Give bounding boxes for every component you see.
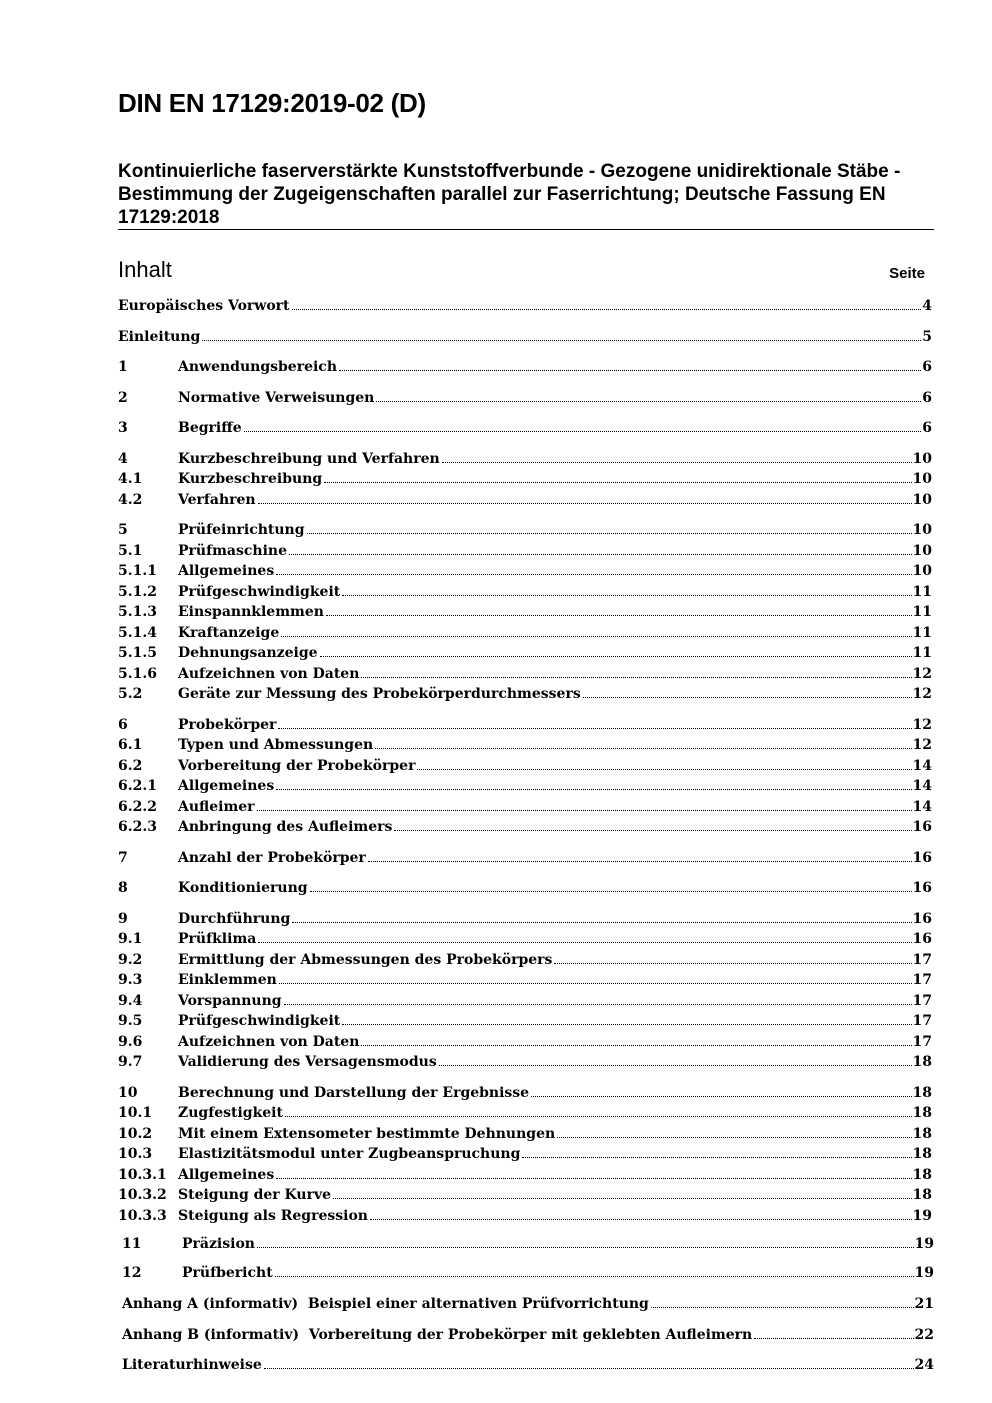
dot-leader	[554, 963, 911, 964]
toc-entry-label: Europäisches Vorwort	[118, 298, 290, 314]
toc-entry-page: 16	[912, 819, 932, 835]
toc-entry-label: Validierung des Versagensmodus	[178, 1054, 437, 1070]
toc-entry-number: 9.2	[118, 952, 143, 968]
toc-entry-page: 18	[912, 1146, 932, 1162]
dot-leader	[202, 340, 921, 341]
toc-entry-label: Elastizitätsmodul unter Zugbeanspruchung	[178, 1146, 521, 1162]
toc-entry[interactable]	[118, 1052, 932, 1072]
toc-entry-label: Prüfgeschwindigkeit	[178, 1013, 341, 1029]
toc-entry[interactable]	[118, 664, 932, 684]
toc-entry-label: Präzision	[182, 1236, 255, 1252]
toc-entry-label: Aufleimer	[178, 799, 255, 815]
toc-entry-page: 17	[912, 993, 932, 1009]
toc-entry-label: Einspannklemmen	[178, 604, 324, 620]
toc-entry[interactable]	[122, 1234, 934, 1254]
dot-leader	[361, 677, 911, 678]
dot-leader	[257, 1247, 914, 1248]
toc-entry[interactable]	[118, 1011, 932, 1031]
toc-entry[interactable]	[118, 357, 932, 377]
dot-leader	[522, 1157, 911, 1158]
title-divider	[118, 229, 934, 230]
toc-heading: Inhalt	[118, 257, 172, 282]
toc-entry-label: Prüfmaschine	[178, 543, 287, 559]
toc-entry-page: 18	[912, 1105, 932, 1121]
toc-entry[interactable]	[118, 929, 932, 949]
toc-entry[interactable]	[118, 643, 932, 663]
toc-entry-label: Anhang B (informativ) Vorbereitung der Probekörper mit geklebten Aufleimern	[122, 1327, 753, 1343]
dot-leader	[264, 1368, 914, 1369]
toc-entry[interactable]	[118, 1103, 932, 1123]
dot-leader	[361, 1045, 911, 1046]
toc-entry[interactable]	[122, 1355, 934, 1375]
toc-entry-page: 18	[912, 1126, 932, 1142]
dot-leader	[307, 533, 912, 534]
toc-entry-page: 12	[912, 666, 932, 682]
toc-entry-page: 18	[912, 1167, 932, 1183]
toc-entry-number: 9	[118, 911, 128, 927]
toc-entry[interactable]	[118, 715, 932, 735]
toc-entry-number: 10.2	[118, 1126, 153, 1142]
toc-entry-number: 9.3	[118, 972, 143, 988]
toc-entry-label: Verfahren	[178, 492, 256, 508]
toc-entry-label: Anbringung des Aufleimers	[178, 819, 393, 835]
toc-entry-label: Kurzbeschreibung und Verfahren	[178, 451, 440, 467]
toc-entry[interactable]	[118, 418, 932, 438]
dot-leader	[324, 482, 911, 483]
toc-entry-page: 16	[912, 931, 932, 947]
toc-entry-number: 9.6	[118, 1034, 143, 1050]
dot-leader	[651, 1307, 914, 1308]
toc-entry-label: Typen und Abmessungen	[178, 737, 374, 753]
toc-entry-label: Ermittlung der Abmessungen des Probekörpers	[178, 952, 553, 968]
toc-entry-page: 16	[912, 911, 932, 927]
toc-entry-number: 6.2.1	[118, 778, 157, 794]
toc-entry-label: Normative Verweisungen	[178, 390, 375, 406]
toc-entry-page: 14	[912, 778, 932, 794]
dot-leader	[531, 1096, 911, 1097]
toc-entry-page: 17	[912, 972, 932, 988]
toc-entry-page: 12	[912, 717, 932, 733]
toc-entry-number: 10.1	[118, 1105, 153, 1121]
dot-leader	[285, 1116, 912, 1117]
toc-entry-number: 10	[118, 1085, 138, 1101]
toc-entry-label: Konditionierung	[178, 880, 308, 896]
dot-leader	[275, 1276, 914, 1277]
toc-entry-number: 5.1.6	[118, 666, 157, 682]
toc-entry-label: Prüfklima	[178, 931, 257, 947]
toc-entry-page: 16	[912, 880, 932, 896]
toc-entry-number: 5.1.1	[118, 563, 157, 579]
toc-entry-page: 4	[922, 298, 932, 314]
toc-entry-label: Kurzbeschreibung	[178, 471, 323, 487]
toc-entry-page: 19	[914, 1265, 934, 1281]
document-title: Kontinuierliche faserverstärkte Kunststoffverbunde - Gezogene unidirektionale Stäbe - Bestimmung der Zugeigenschaften parallel zur Faserrichtung; Deutsche Fassung EN 17129:2018	[118, 161, 901, 228]
toc-entry-label: Zugfestigkeit	[178, 1105, 283, 1121]
toc-entry-label: Durchführung	[178, 911, 291, 927]
toc-entry-label: Vorspannung	[178, 993, 282, 1009]
toc-entry-number: 6.2	[118, 758, 143, 774]
dot-leader	[583, 697, 912, 698]
toc-entry[interactable]	[118, 909, 932, 929]
toc-entry-label: Allgemeines	[178, 778, 275, 794]
dot-leader	[258, 503, 912, 504]
toc-entry-number: 8	[118, 880, 128, 896]
toc-entry-page: 21	[914, 1296, 934, 1312]
toc-entry-number: 3	[118, 420, 128, 436]
dot-leader	[320, 656, 912, 657]
toc-entry-page: 18	[912, 1187, 932, 1203]
toc-entry-number: 5.1.4	[118, 625, 157, 641]
toc-entry-label: Steigung als Regression	[178, 1208, 368, 1224]
toc-entry[interactable]	[118, 449, 932, 469]
dot-leader	[257, 810, 912, 811]
toc-entry[interactable]	[118, 735, 932, 755]
toc-entry[interactable]	[118, 878, 932, 898]
dot-leader	[278, 728, 911, 729]
dot-leader	[244, 431, 922, 432]
toc-entry-number: 9.5	[118, 1013, 143, 1029]
dot-leader	[375, 748, 911, 749]
toc-entry-number: 5.2	[118, 686, 143, 702]
toc-entry-page: 16	[912, 850, 932, 866]
toc-entry[interactable]	[118, 469, 932, 489]
toc-entry-number: 1	[118, 359, 128, 375]
toc-entry-page: 19	[914, 1236, 934, 1252]
toc-entry-page: 6	[922, 420, 932, 436]
toc-entry[interactable]	[118, 684, 932, 704]
toc-entry[interactable]	[118, 296, 932, 316]
toc-entry-number: 12	[122, 1265, 142, 1281]
toc-entry[interactable]	[118, 776, 932, 796]
dot-leader	[442, 462, 912, 463]
toc-entry-number: 7	[118, 850, 128, 866]
toc-entry-number: 10.3	[118, 1146, 153, 1162]
toc-entry-page: 10	[912, 522, 932, 538]
toc-entry[interactable]	[118, 1144, 932, 1164]
toc-entry-number: 10.3.3	[118, 1208, 167, 1224]
toc-entry[interactable]	[118, 991, 932, 1011]
toc-entry-label: Anwendungsbereich	[178, 359, 337, 375]
toc-entry-label: Allgemeines	[178, 1167, 275, 1183]
toc-entry-label: Aufzeichnen von Daten	[178, 666, 360, 682]
toc-entry-label: Begriffe	[178, 420, 242, 436]
toc-entry[interactable]	[118, 1206, 932, 1226]
dot-leader	[292, 922, 911, 923]
toc-entry[interactable]	[118, 623, 932, 643]
toc-entry[interactable]	[118, 582, 932, 602]
toc-entry-label: Probekörper	[178, 717, 277, 733]
toc-entry-number: 6.1	[118, 737, 143, 753]
toc-entry-page: 6	[922, 359, 932, 375]
toc-entry-number: 10.3.1	[118, 1167, 167, 1183]
dot-leader	[754, 1338, 913, 1339]
toc-entry[interactable]	[122, 1263, 934, 1283]
toc-entry[interactable]	[122, 1294, 934, 1314]
page-column-label: Seite	[889, 265, 925, 282]
dot-leader	[281, 636, 911, 637]
toc-entry[interactable]	[118, 817, 932, 837]
toc-entry[interactable]	[118, 388, 932, 408]
toc-entry-number: 5.1	[118, 543, 143, 559]
toc-entry[interactable]	[118, 1032, 932, 1052]
toc-entry[interactable]	[118, 848, 932, 868]
toc-entry[interactable]	[122, 1325, 934, 1345]
dot-leader	[276, 789, 911, 790]
toc-entry-label: Einklemmen	[178, 972, 277, 988]
toc-entry-number: 6.2.3	[118, 819, 157, 835]
toc-entry-number: 5.1.2	[118, 584, 157, 600]
toc-entry[interactable]	[118, 797, 932, 817]
toc-entry-number: 2	[118, 390, 128, 406]
toc-entry-label: Anhang A (informativ) Beispiel einer alternativen Prüfvorrichtung	[122, 1296, 649, 1312]
dot-leader	[557, 1137, 911, 1138]
toc-entry-number: 9.4	[118, 993, 143, 1009]
toc-entry[interactable]	[118, 327, 932, 347]
toc-entry-label: Literaturhinweise	[122, 1357, 262, 1373]
dot-leader	[439, 1065, 912, 1066]
toc-entry-number: 5	[118, 522, 128, 538]
toc-entry-number: 4.2	[118, 492, 143, 508]
toc-entry[interactable]	[118, 950, 932, 970]
toc-entry[interactable]	[118, 1185, 932, 1205]
toc-entry-label: Aufzeichnen von Daten	[178, 1034, 360, 1050]
toc-entry[interactable]	[118, 520, 932, 540]
toc-entry-number: 10.3.2	[118, 1187, 167, 1203]
toc-entry-page: 10	[912, 563, 932, 579]
toc-entry-page: 18	[912, 1085, 932, 1101]
toc-entry[interactable]	[118, 561, 932, 581]
toc-entry-page: 11	[912, 645, 932, 661]
toc-entry-number: 6.2.2	[118, 799, 157, 815]
dot-leader	[310, 891, 912, 892]
toc-entry-label: Allgemeines	[178, 563, 275, 579]
toc-entry-label: Prüfbericht	[182, 1265, 273, 1281]
toc-entry-page: 18	[912, 1054, 932, 1070]
toc-entry-number: 4.1	[118, 471, 143, 487]
toc-entry-page: 14	[912, 799, 932, 815]
dot-leader	[339, 370, 921, 371]
dot-leader	[394, 830, 911, 831]
toc-entry-number: 5.1.5	[118, 645, 157, 661]
toc-entry-page: 24	[914, 1357, 934, 1373]
toc-entry-page: 19	[912, 1208, 932, 1224]
toc-entry-number: 6	[118, 717, 128, 733]
toc-entry[interactable]	[118, 602, 932, 622]
toc-entry[interactable]	[118, 1165, 932, 1185]
dot-leader	[333, 1198, 912, 1199]
toc-entry-label: Steigung der Kurve	[178, 1187, 332, 1203]
toc-entry-label: Kraftanzeige	[178, 625, 280, 641]
toc-entry[interactable]	[118, 490, 932, 510]
toc-entry-page: 6	[922, 390, 932, 406]
dot-leader	[370, 1219, 912, 1220]
toc-entry-label: Berechnung und Darstellung der Ergebnisse	[178, 1085, 530, 1101]
toc-entry-label: Dehnungsanzeige	[178, 645, 318, 661]
toc-entry[interactable]	[118, 1124, 932, 1144]
toc-entry-page: 11	[912, 625, 932, 641]
dot-leader	[276, 574, 911, 575]
toc-entry-label: Vorbereitung der Probekörper	[178, 758, 416, 774]
dot-leader	[376, 401, 921, 402]
toc-entry-label: Prüfeinrichtung	[178, 522, 305, 538]
toc-entry-page: 10	[912, 492, 932, 508]
dot-leader	[368, 861, 912, 862]
toc-entry-page: 11	[912, 604, 932, 620]
toc-entry-label: Einleitung	[118, 329, 201, 345]
dot-leader	[342, 595, 911, 596]
document-id: DIN EN 17129:2019-02 (D)	[118, 88, 426, 118]
toc-entry-label: Mit einem Extensometer bestimmte Dehnungen	[178, 1126, 556, 1142]
toc-entry-page: 17	[912, 1013, 932, 1029]
toc-entry-page: 12	[912, 686, 932, 702]
dot-leader	[292, 309, 922, 310]
toc-entry-label: Anzahl der Probekörper	[178, 850, 366, 866]
toc-entry-number: 9.1	[118, 931, 143, 947]
dot-leader	[326, 615, 912, 616]
toc-entry[interactable]	[118, 541, 932, 561]
toc-entry-page: 10	[912, 451, 932, 467]
toc-entry-number: 5.1.3	[118, 604, 157, 620]
toc-entry-label: Geräte zur Messung des Probekörperdurchmessers	[178, 686, 581, 702]
toc-entry-label: Prüfgeschwindigkeit	[178, 584, 341, 600]
toc-entry[interactable]	[118, 970, 932, 990]
dot-leader	[289, 554, 912, 555]
toc-entry[interactable]	[118, 756, 932, 776]
dot-leader	[417, 769, 911, 770]
toc-entry[interactable]	[118, 1083, 932, 1103]
toc-entry-page: 22	[914, 1327, 934, 1343]
dot-leader	[276, 1178, 911, 1179]
toc-entry-page: 17	[912, 1034, 932, 1050]
toc-entry-number: 9.7	[118, 1054, 143, 1070]
toc-entry-page: 17	[912, 952, 932, 968]
toc-entry-page: 10	[912, 471, 932, 487]
toc-entry-page: 5	[922, 329, 932, 345]
dot-leader	[342, 1024, 911, 1025]
toc-entry-page: 11	[912, 584, 932, 600]
toc-entry-page: 14	[912, 758, 932, 774]
toc-entry-page: 10	[912, 543, 932, 559]
toc-entry-page: 12	[912, 737, 932, 753]
dot-leader	[284, 1004, 912, 1005]
dot-leader	[279, 983, 912, 984]
dot-leader	[258, 942, 911, 943]
toc-entry-number: 4	[118, 451, 128, 467]
toc-entry-number: 11	[122, 1236, 142, 1252]
